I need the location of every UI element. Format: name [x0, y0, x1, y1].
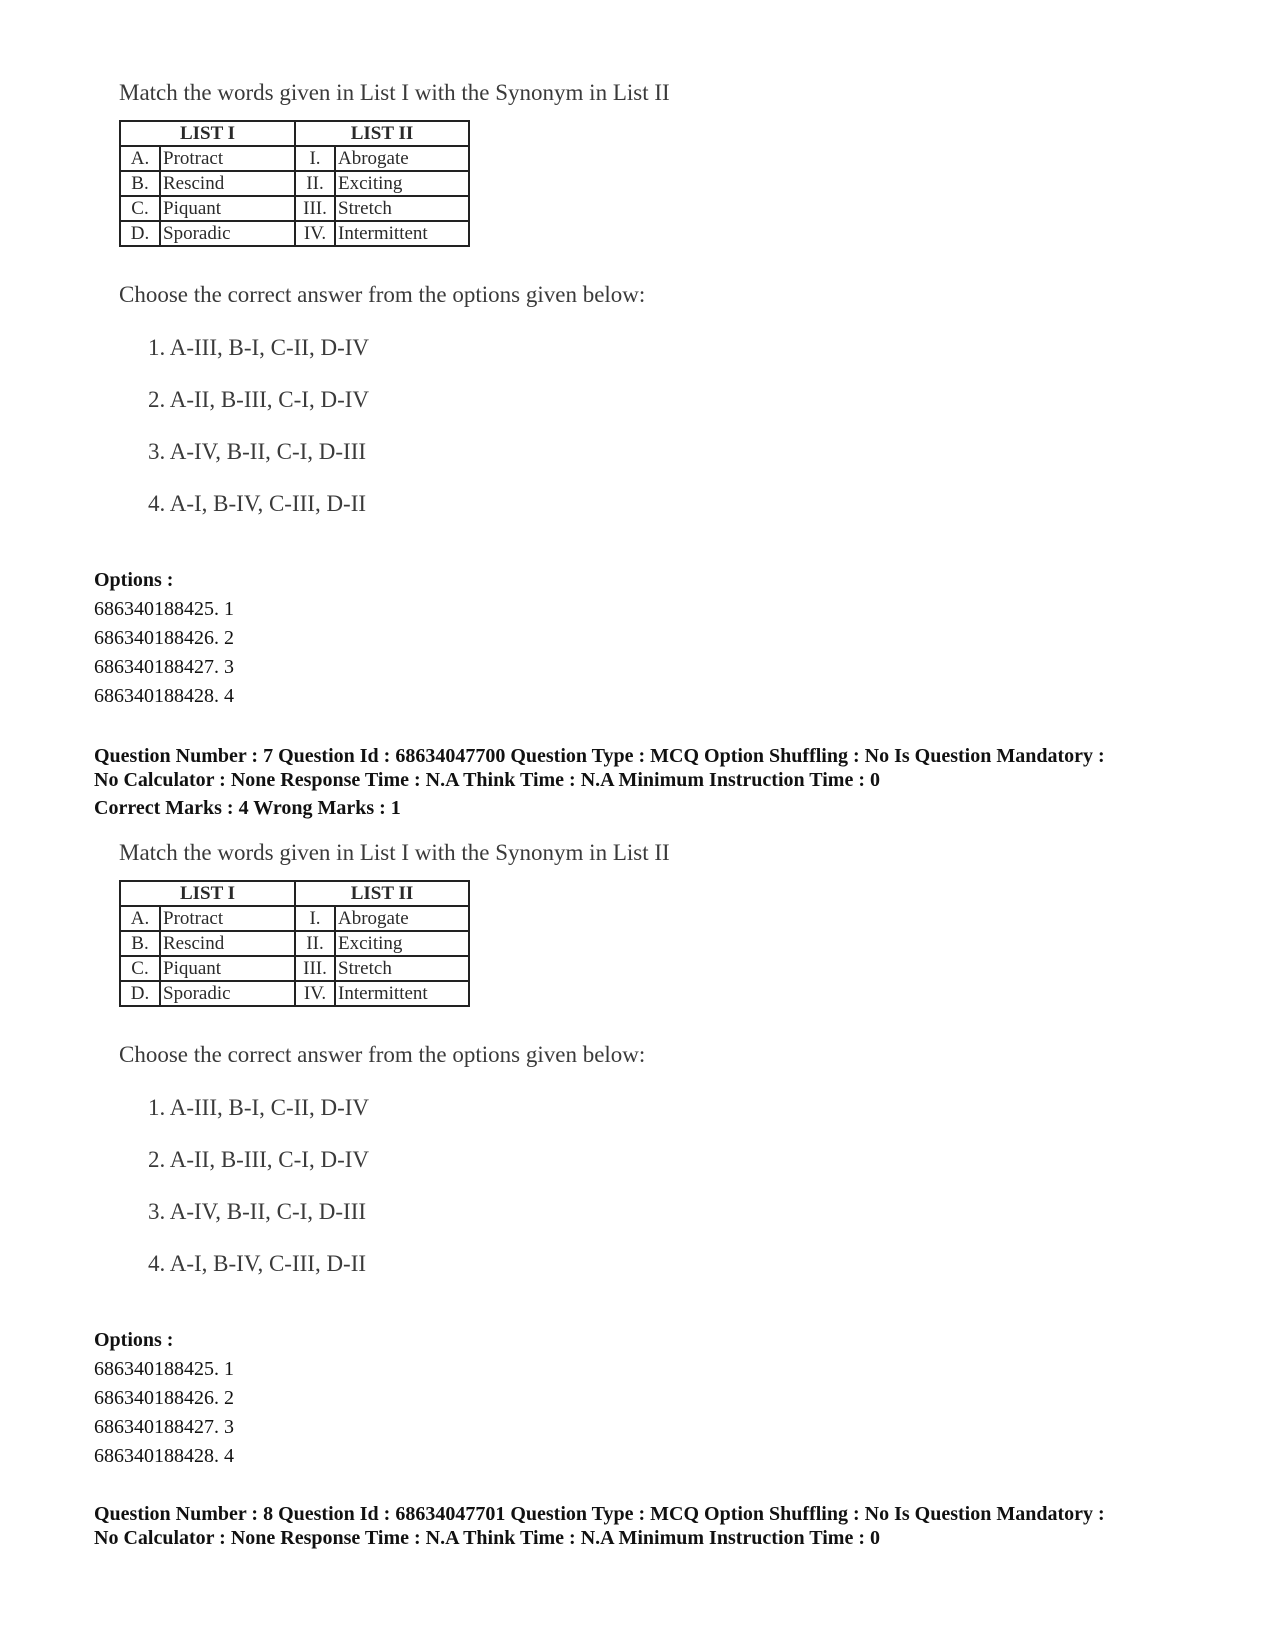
list-2-numeral: I. [295, 906, 335, 931]
option-item: 686340188426. 2 [94, 627, 234, 649]
list-1-letter: A. [120, 906, 160, 931]
table-row [120, 146, 469, 171]
list-1-word: Sporadic [160, 221, 295, 246]
list-1-word: Protract [160, 906, 295, 931]
list-1-header: LIST I [120, 121, 295, 146]
table-row [120, 931, 469, 956]
question-6-choice-2: 2. A-II, B-III, C-I, D-IV [148, 387, 369, 412]
question-6-stem: Match the words given in List I with the Synonym in List II [119, 80, 670, 105]
question-6-choice-1: 1. A-III, B-I, C-II, D-IV [148, 335, 369, 360]
list-2-numeral: III. [295, 196, 335, 221]
question-7-meta [94, 744, 1244, 820]
question-7-image [119, 840, 739, 1300]
option-item: 686340188425. 1 [94, 598, 234, 620]
option-item: 686340188428. 4 [94, 685, 234, 707]
list-2-header: LIST II [295, 121, 469, 146]
table-row [120, 956, 469, 981]
options-label: Options : [94, 1329, 174, 1351]
question-7-meta-line-1: Question Number : 7 Question Id : 68634047700 Question Type : MCQ Option Shuffling : No Is Question Mandatory : [94, 745, 1105, 767]
question-7-choice-2: 2. A-II, B-III, C-I, D-IV [148, 1147, 369, 1172]
list-1-letter: A. [120, 146, 160, 171]
option-item: 686340188426. 2 [94, 1387, 234, 1409]
list-2-word: Exciting [335, 931, 469, 956]
question-8-meta [94, 1502, 1244, 1550]
question-7-meta-line-2: No Calculator : None Response Time : N.A Think Time : N.A Minimum Instruction Time : 0 [94, 769, 880, 791]
list-1-word: Piquant [160, 956, 295, 981]
option-item: 686340188428. 4 [94, 1445, 234, 1467]
table-row [120, 221, 469, 246]
question-6-choice-4: 4. A-I, B-IV, C-III, D-II [148, 491, 367, 516]
list-1-letter: C. [120, 956, 160, 981]
option-item: 686340188427. 3 [94, 1416, 234, 1438]
table-row [120, 906, 469, 931]
question-7-stem: Match the words given in List I with the Synonym in List II [119, 840, 670, 865]
list-1-word: Rescind [160, 931, 295, 956]
list-2-numeral: IV. [295, 981, 335, 1006]
list-2-word: Intermittent [335, 221, 469, 246]
table-header-row [120, 121, 469, 146]
table-row [120, 171, 469, 196]
table-header-row [120, 881, 469, 906]
list-2-numeral: II. [295, 931, 335, 956]
question-6-image [119, 80, 739, 540]
list-2-numeral: III. [295, 956, 335, 981]
table-row [120, 981, 469, 1006]
list-1-letter: D. [120, 221, 160, 246]
list-1-letter: C. [120, 196, 160, 221]
question-6-match-table [119, 120, 470, 247]
question-7-match-table [119, 880, 470, 1007]
list-2-word: Abrogate [335, 906, 469, 931]
question-6-options [94, 566, 234, 711]
question-6-choice-3: 3. A-IV, B-II, C-I, D-III [148, 439, 367, 464]
question-7-choice-1: 1. A-III, B-I, C-II, D-IV [148, 1095, 369, 1120]
list-1-word: Sporadic [160, 981, 295, 1006]
list-1-word: Rescind [160, 171, 295, 196]
question-7-choice-4: 4. A-I, B-IV, C-III, D-II [148, 1251, 367, 1276]
question-7-choice-3: 3. A-IV, B-II, C-I, D-III [148, 1199, 367, 1224]
list-1-word: Piquant [160, 196, 295, 221]
question-6-instruction: Choose the correct answer from the options given below: [119, 282, 646, 307]
options-label: Options : [94, 569, 174, 591]
list-2-word: Intermittent [335, 981, 469, 1006]
question-8-meta-line-2: No Calculator : None Response Time : N.A Think Time : N.A Minimum Instruction Time : 0 [94, 1527, 880, 1549]
option-item: 686340188425. 1 [94, 1358, 234, 1380]
list-2-numeral: IV. [295, 221, 335, 246]
question-7-options [94, 1326, 234, 1471]
list-2-numeral: I. [295, 146, 335, 171]
list-2-word: Stretch [335, 956, 469, 981]
question-7-marks: Correct Marks : 4 Wrong Marks : 1 [94, 797, 401, 819]
option-item: 686340188427. 3 [94, 656, 234, 678]
list-2-word: Exciting [335, 171, 469, 196]
question-8-meta-line-1: Question Number : 8 Question Id : 68634047701 Question Type : MCQ Option Shuffling : No Is Question Mandatory : [94, 1503, 1105, 1525]
list-1-header: LIST I [120, 881, 295, 906]
list-1-letter: D. [120, 981, 160, 1006]
list-2-numeral: II. [295, 171, 335, 196]
list-2-header: LIST II [295, 881, 469, 906]
list-1-letter: B. [120, 931, 160, 956]
list-1-letter: B. [120, 171, 160, 196]
question-7-instruction: Choose the correct answer from the options given below: [119, 1042, 646, 1067]
list-2-word: Stretch [335, 196, 469, 221]
list-1-word: Protract [160, 146, 295, 171]
list-2-word: Abrogate [335, 146, 469, 171]
table-row [120, 196, 469, 221]
